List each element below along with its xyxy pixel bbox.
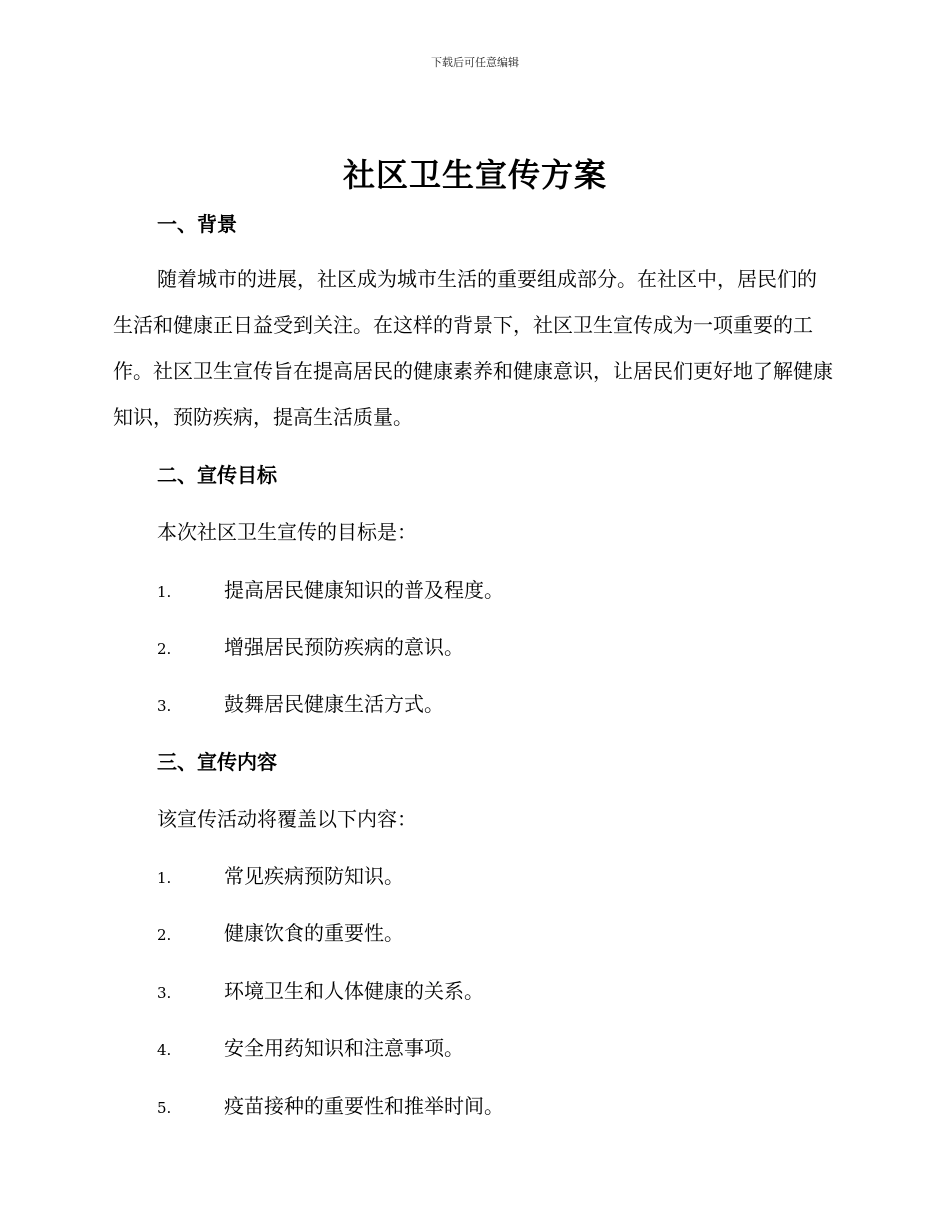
list-number: 4. [157, 1041, 172, 1059]
list-item [157, 860, 404, 889]
list-item [157, 631, 464, 660]
list-item [157, 688, 444, 717]
list-text: 健康饮食的重要性。 [224, 921, 404, 945]
list-text: 提高居民健康知识的普及程度。 [224, 578, 504, 602]
list-item [157, 1090, 504, 1119]
list-text: 鼓舞居民健康生活方式。 [224, 692, 444, 716]
content-intro: 该宣传活动将覆盖以下内容： [157, 807, 417, 831]
list-number: 1. [157, 869, 172, 887]
background-paragraph: 随着城市的进展，社区成为城市生活的重要组成部分。在社区中，居民们的生活和健康正日益受到关注。在这样的背景下，社区卫生宣传成为一项重要的工作。社区卫生宣传旨在提高居民的健康素养和健康意识，让居民们更好地了解健康知识，预防疾病，提高生活质量。 [113, 267, 833, 429]
list-number: 1. [157, 583, 172, 601]
list-number: 3. [157, 984, 172, 1002]
list-item [157, 1032, 464, 1061]
list-number: 2. [157, 926, 172, 944]
list-text: 疫苗接种的重要性和推举时间。 [224, 1094, 504, 1118]
list-item [157, 917, 404, 946]
list-text: 增强居民预防疾病的意识。 [224, 635, 464, 659]
list-text: 环境卫生和人体健康的关系。 [224, 979, 484, 1003]
list-item [157, 975, 484, 1004]
section-heading-content: 三、宣传内容 [157, 750, 277, 774]
document-title: 社区卫生宣传方案 [342, 156, 607, 194]
list-number: 3. [157, 697, 172, 715]
list-number: 2. [157, 640, 172, 658]
list-item [157, 574, 504, 603]
list-text: 常见疾病预防知识。 [224, 864, 404, 888]
section-heading-background: 一、背景 [157, 212, 237, 236]
list-text: 安全用药知识和注意事项。 [224, 1036, 464, 1060]
section-heading-goals: 二、宣传目标 [157, 463, 277, 487]
list-number: 5. [157, 1099, 172, 1117]
page-header-note: 下载后可任意编辑 [431, 56, 519, 69]
goals-intro: 本次社区卫生宣传的目标是： [157, 520, 417, 544]
